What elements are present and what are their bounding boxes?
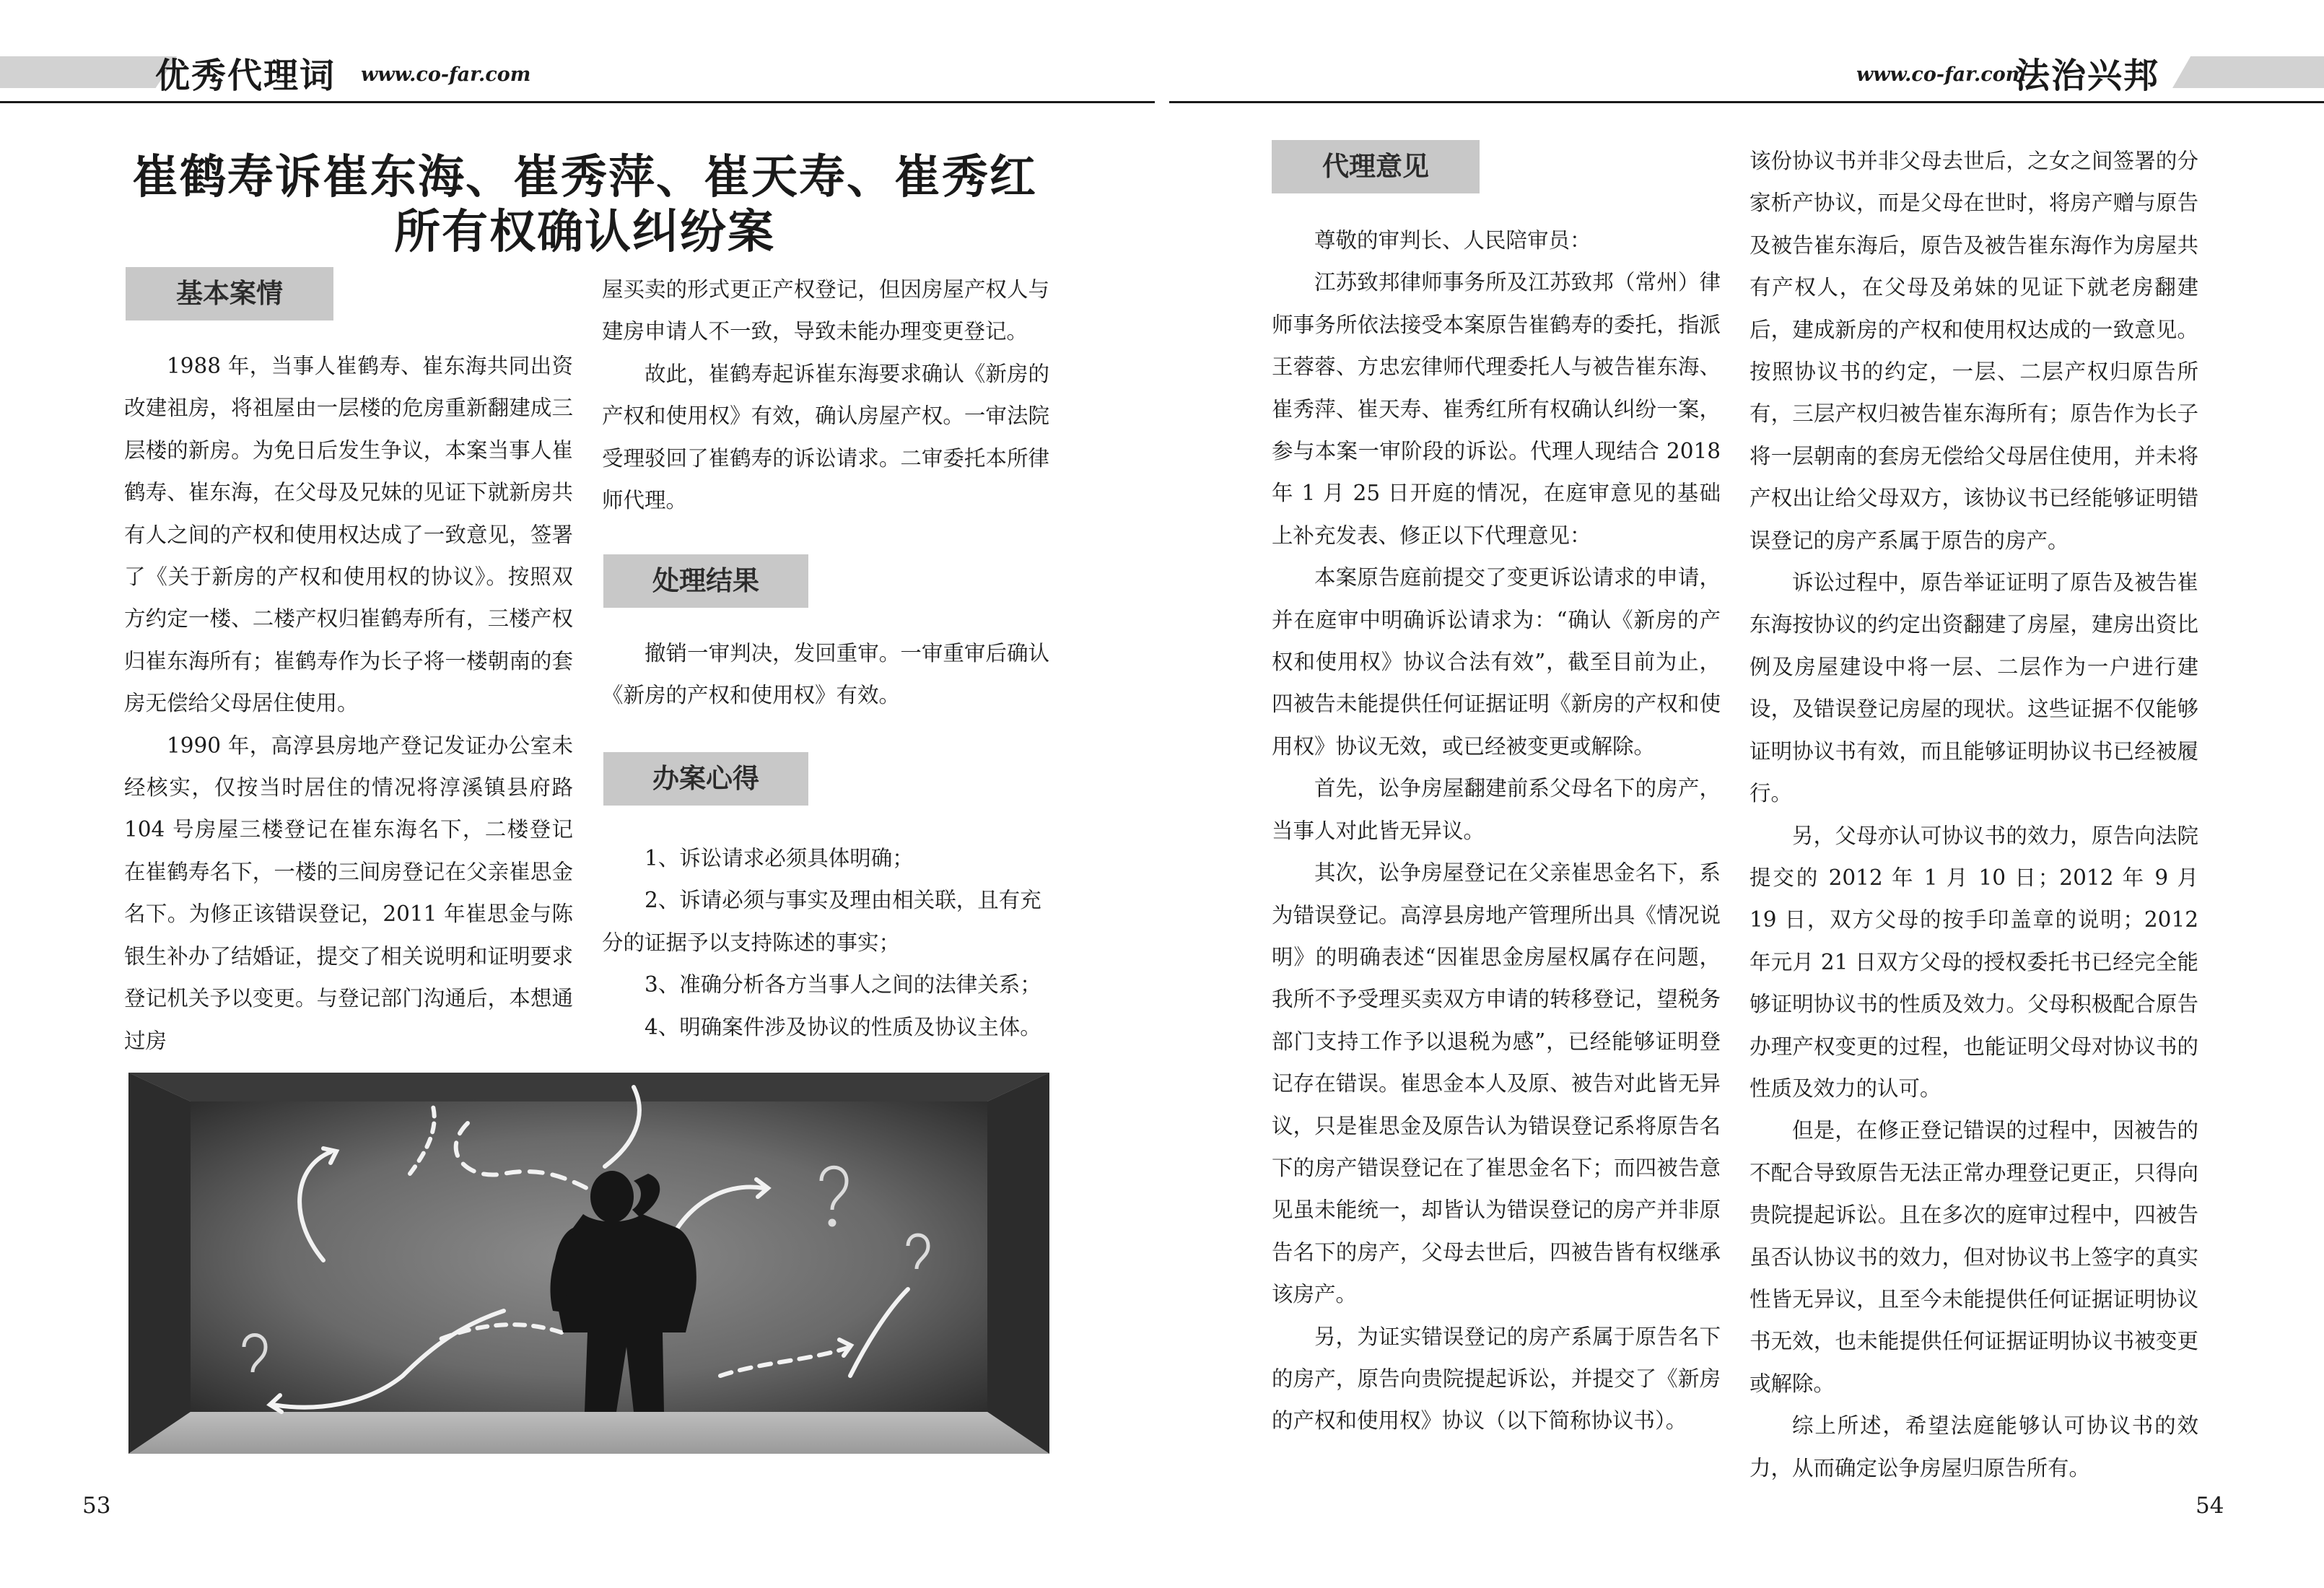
opinion-column-1 bbox=[1272, 219, 1721, 1442]
insight-item-2: 2、诉请必须与事实及理由相关联，且有充分的证据予以支持陈述的事实； bbox=[602, 888, 1041, 955]
header-rule-right bbox=[1169, 101, 2324, 103]
opinion-paragraph-3: 首先，讼争房屋翻建前系父母名下的房产，当事人对此皆无异议。 bbox=[1272, 776, 1721, 843]
section-label-result: 处理结果 bbox=[603, 554, 808, 608]
insight-list bbox=[602, 837, 1049, 1048]
result-column bbox=[602, 632, 1049, 717]
opinion-column-2 bbox=[1749, 140, 2198, 1489]
article-title bbox=[115, 150, 1054, 260]
opinion-paragraph-4: 其次，讼争房屋登记在父亲崔思金名下，系为错误登记。高淳县房地产管理所出具《情况说明》的明确表述“因崔思金房屋权属存在问题，我所不予受理买卖双方申请的转移登记，望税务部门支持工作予以退税为感”，已经能够证明登记存在错误。崔思金本人及原、被告对此皆无异议，只是崔思金及原告认为错误登记系将原告名下的房产错误登记在了崔思金名下；而四被告意见虽未能统一，却皆认为错误登记的房产并非原告名下的房产，父母去世后，四被告皆有权继承该房产。 bbox=[1272, 860, 1721, 1307]
insight-item-4: 4、明确案件涉及协议的性质及协议主体。 bbox=[645, 1014, 1041, 1039]
basic-facts-column bbox=[124, 345, 573, 1062]
basic-paragraph-4: 故此，崔鹤寿起诉崔东海要求确认《新房的产权和使用权》有效，确认房屋产权。一审法院受理驳回了崔鹤寿的诉讼请求。二审委托本所律师代理。 bbox=[602, 361, 1049, 513]
opinion-paragraph-5: 另，为证实错误登记的房产系属于原告名下的房产，原告向贵院提起诉讼，并提交了《新房的产权和使用权》协议（以下简称协议书）。 bbox=[1272, 1324, 1721, 1434]
opinion-greeting: 尊敬的审判长、人民陪审员： bbox=[1314, 228, 1591, 253]
page-number-right: 54 bbox=[2196, 1493, 2224, 1519]
opinion-paragraph-7: 诉讼过程中，原告举证证明了原告及被告崔东海按协议的约定出资翻建了房屋，建房出资比例及房屋建设中将一层、二层作为一户进行建设，及错误登记房屋的现状。这些证据不仅能够证明协议书有效，而且能够证明协议书已经被履行。 bbox=[1749, 570, 2198, 806]
insight-item-1: 1、诉讼请求必须具体明确； bbox=[645, 846, 914, 871]
result-text: 撤销一审判决，发回重审。一审重审后确认《新房的产权和使用权》有效。 bbox=[602, 641, 1049, 708]
header-band-right bbox=[2172, 56, 2324, 88]
basic-paragraph-1: 1988 年，当事人崔鹤寿、崔东海共同出资改建祖房，将祖屋由一层楼的危房重新翻建成三层楼的新房。为免日后发生争议，本案当事人崔鹤寿、崔东海，在父母及兄妹的见证下就新房共有人之间的产权和使用权达成了一致意见，签署了《关于新房的产权和使用权的协议》。按照双方约定一楼、二楼产权归崔鹤寿所有，三楼产权归崔东海所有；崔鹤寿作为长子将一楼朝南的套房无偿给父母居住使用。 bbox=[124, 354, 573, 716]
opinion-paragraph-6: 该份协议书并非父母去世后，之女之间签署的分家析产协议，而是父母在世时，将房产赠与原告及被告崔东海后，原告及被告崔东海作为房屋共有产权人，在父母及弟妹的见证下就老房翻建后，建成新房的产权和使用权达成的一致意见。按照协议书的约定，一层、二层产权归原告所有，三层产权归被告崔东海所有；原告作为长子将一层朝南的套房无偿给父母居住使用，并未将产权出让给父母双方，该协议书已经能够证明错误登记的房产系属于原告的房产。 bbox=[1749, 149, 2198, 553]
basic-facts-column-2 bbox=[602, 269, 1049, 521]
opinion-paragraph-10: 综上所述，希望法庭能够认可协议书的效力，从而确定讼争房屋归原告所有。 bbox=[1749, 1413, 2198, 1480]
basic-paragraph-2: 1990 年，高淳县房地产登记发证办公室未经核实，仅按当时居住的情况将淳溪镇县府路 104 号房屋三楼登记在崔东海名下，二楼登记在崔鹤寿名下，一楼的三间房登记在父亲崔思金名下。为修正该错误登记，2011 年崔思金与陈银生补办了结婚证，提交了相关说明和证明要求登记机关予以变更。与登记部门沟通后，本想通过房 bbox=[124, 733, 573, 1053]
header-band-left bbox=[0, 56, 177, 88]
header-rule-left bbox=[0, 101, 1155, 103]
thinking-man-illustration bbox=[128, 1073, 1049, 1454]
opinion-paragraph-1: 江苏致邦律师事务所及江苏致邦（常州）律师事务所依法接受本案原告崔鹤寿的委托，指派王蓉蓉、方忠宏律师代理委托人与被告崔东海、崔秀萍、崔天寿、崔秀红所有权确认纠纷一案，参与本案一审阶段的诉讼。代理人现结合 2018 年 1 月 25 日开庭的情况，在庭审意见的基础上补充发表、修正以下代理意见： bbox=[1272, 270, 1721, 548]
article-title-line2: 所有权确认纠纷案 bbox=[394, 206, 775, 259]
article-title-line1: 崔鹤寿诉崔东海、崔秀萍、崔天寿、崔秀红 bbox=[132, 151, 1037, 204]
insight-item-3: 3、准确分析各方当事人之间的法律关系； bbox=[645, 972, 1041, 998]
section-label-opinion: 代理意见 bbox=[1272, 140, 1480, 193]
opinion-paragraph-8: 另，父母亦认可协议书的效力，原告向法院提交的 2012 年 1 月 10 日；2012 年 9 月 19 日，双方父母的按手印盖章的说明；2012 年元月 21 日双方父母的授权委托书已经完全能够证明协议书的性质及效力。父母积极配合原告办理产权变更的过程，也能证明父母对协议书的性质及效力的认可。 bbox=[1749, 823, 2198, 1101]
opinion-paragraph-2: 本案原告庭前提交了变更诉讼请求的申请，并在庭审中明确诉讼请求为：“确认《新房的产权和使用权》协议合法有效”，截至目前为止，四被告未能提供任何证据证明《新房的产权和使用权》协议无效，或已经被变更或解除。 bbox=[1272, 565, 1721, 759]
opinion-paragraph-9: 但是，在修正登记错误的过程中，因被告的不配合导致原告无法正常办理登记更正，只得向贵院提起诉讼。且在多次的庭审过程中，四被告虽否认协议书的效力，但对协议书上签字的真实性皆无异议，且至今未能提供任何证据证明协议书无效，也未能提供任何证据证明协议书被变更或解除。 bbox=[1749, 1118, 2198, 1396]
section-label-insight: 办案心得 bbox=[603, 752, 808, 806]
site-url-left[interactable]: www.co-far.com bbox=[361, 64, 531, 86]
page-number-left: 53 bbox=[82, 1493, 111, 1519]
section-label-basic: 基本案情 bbox=[126, 267, 333, 320]
column-title-right: 法治兴邦 bbox=[2015, 56, 2160, 96]
column-title-left: 优秀代理词 bbox=[155, 56, 336, 96]
site-url-right[interactable]: www.co-far.com bbox=[1856, 64, 2027, 86]
basic-paragraph-3: 屋买卖的形式更正产权登记，但因房屋产权人与建房申请人不一致，导致未能办理变更登记。 bbox=[602, 277, 1049, 344]
